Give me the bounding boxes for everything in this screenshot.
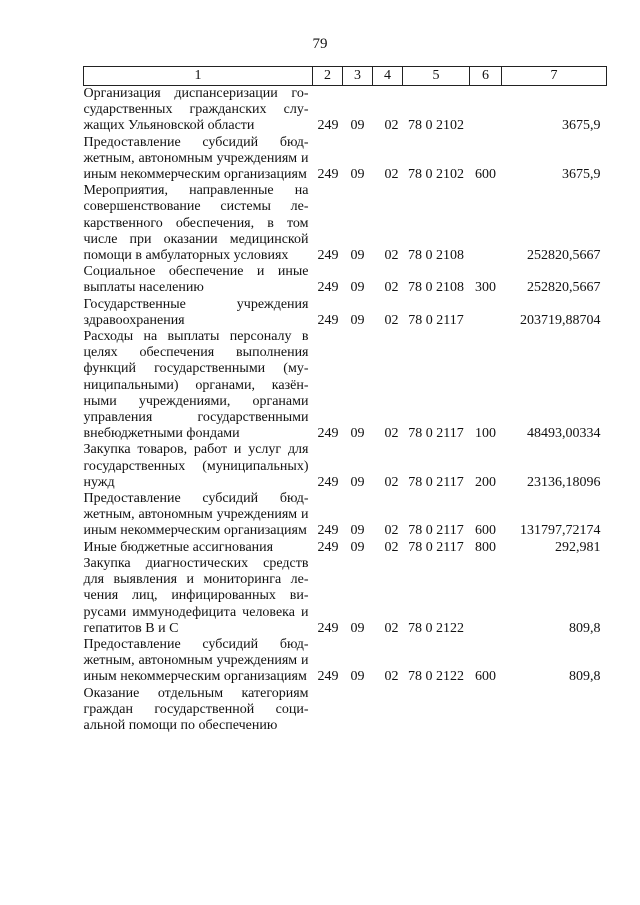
cell-c7: 3675,9 (562, 118, 601, 134)
cell-c2: 249 (317, 118, 339, 134)
cell-c2: 249 (317, 539, 339, 555)
cell-c5: 78 0 2108 (408, 248, 464, 264)
cell-desc: Закупка диагностических средств для выявления и мониторинга лечения лиц, инфицированных вирусами иммунодефицита человека и гепатитов В и С (83, 555, 309, 636)
cell-c3: 09 (350, 426, 365, 442)
col-header-4: 4 (373, 67, 403, 86)
cell-desc: Закупка товаров, работ и услуг для государственных (муниципальных) нужд (83, 442, 309, 490)
cell-c4: 02 (384, 167, 399, 183)
cell-c5: 78 0 2117 (408, 539, 464, 555)
cell-c5: 78 0 2122 (408, 669, 464, 685)
cell-c2: 249 (317, 620, 339, 636)
cell-c4: 02 (384, 669, 399, 685)
col-header-5: 5 (403, 67, 470, 86)
table-row (84, 86, 607, 135)
table-header-row (84, 67, 607, 86)
cell-c7: 252820,5667 (527, 248, 601, 264)
cell-c7: 292,981 (555, 539, 601, 555)
cell-c2: 249 (317, 523, 339, 539)
table-row (84, 686, 607, 735)
col-header-1: 1 (84, 67, 313, 86)
cell-desc: Расходы на выплаты персоналу в целях обеспечения выполнения функций государственными (муниципальными) органами, казёнными учреждениями, органами управления государственными внебюджетными фондами (83, 329, 309, 442)
cell-c4: 02 (384, 426, 399, 442)
cell-desc: Предоставление субсидий бюджетным, автономным учреждениям и иным некоммерческим организациям (83, 491, 309, 539)
cell-c3: 09 (350, 118, 365, 134)
cell-desc: Предоставление субсидий бюджетным, автономным учреждениям и иным некоммерческим организациям (83, 636, 309, 685)
cell-desc: Организация диспансеризации государственных гражданских служащих Ульяновской области (83, 86, 309, 134)
cell-c4: 02 (384, 280, 399, 296)
cell-c2: 249 (317, 669, 339, 685)
cell-c4: 02 (384, 312, 399, 328)
cell-c5 (403, 686, 470, 735)
cell-c5: 78 0 2117 (408, 426, 464, 442)
cell-c2 (313, 686, 343, 735)
cell-c6: 100 (475, 426, 496, 442)
cell-c2: 249 (317, 167, 339, 183)
cell-c4 (373, 686, 403, 735)
cell-c5: 78 0 2122 (408, 620, 464, 636)
cell-desc: Оказание отдельным категориям граждан государственной социальной помощи по обеспечению (83, 685, 309, 733)
cell-c4: 02 (384, 620, 399, 636)
cell-c3: 09 (350, 669, 365, 685)
cell-c6: 800 (475, 539, 496, 555)
cell-c4: 02 (384, 539, 399, 555)
table-row (84, 442, 607, 491)
cell-desc: Предоставление субсидий бюджетным, автономным учреждениям и иным некоммерческим организациям (83, 134, 309, 183)
col-header-7: 7 (502, 67, 607, 86)
cell-c6 (470, 556, 502, 637)
page-number: 79 (312, 36, 328, 52)
cell-c6 (470, 686, 502, 735)
cell-c7 (502, 686, 607, 735)
cell-c7: 809,8 (569, 620, 601, 636)
table-row (84, 556, 607, 637)
cell-c2: 249 (317, 474, 339, 490)
cell-c3: 09 (350, 248, 365, 264)
cell-c3: 09 (350, 167, 365, 183)
cell-c6: 600 (475, 669, 496, 685)
cell-c6: 200 (475, 474, 496, 490)
table-row (84, 329, 607, 442)
cell-c7: 203719,88704 (520, 312, 601, 328)
table-row (84, 264, 607, 296)
cell-c3: 09 (350, 539, 365, 555)
cell-c6: 600 (475, 167, 496, 183)
cell-c5: 78 0 2102 (408, 118, 464, 134)
cell-c7: 3675,9 (562, 167, 601, 183)
table-row (84, 183, 607, 264)
cell-desc: Социальное обеспечение и иные выплаты населению (83, 264, 309, 296)
cell-c6 (470, 183, 502, 264)
cell-c2: 249 (317, 248, 339, 264)
cell-c3: 09 (350, 280, 365, 296)
cell-c3: 09 (350, 474, 365, 490)
cell-c6: 600 (475, 523, 496, 539)
table-row (84, 491, 607, 540)
table-row (84, 540, 607, 556)
cell-desc: Государственные учреждения здравоохранения (83, 296, 309, 328)
col-header-2: 2 (313, 67, 343, 86)
cell-c6 (470, 86, 502, 135)
table-row (84, 297, 607, 329)
cell-c7: 48493,00334 (527, 426, 601, 442)
cell-c7: 809,8 (569, 669, 601, 685)
cell-c2: 249 (317, 280, 339, 296)
cell-c4: 02 (384, 523, 399, 539)
cell-c5: 78 0 2117 (408, 312, 464, 328)
cell-c3: 09 (350, 523, 365, 539)
cell-c3 (343, 686, 373, 735)
cell-c6: 300 (475, 280, 496, 296)
cell-c2: 249 (317, 312, 339, 328)
cell-c3: 09 (350, 620, 365, 636)
cell-c3: 09 (350, 312, 365, 328)
cell-c2: 249 (317, 426, 339, 442)
col-header-3: 3 (343, 67, 373, 86)
cell-c6 (470, 297, 502, 329)
cell-desc: Мероприятия, направленные на совершенствование системы лекарственного обеспечения, в том числе при оказании медицинской помощи в амбулаторных условиях (83, 183, 309, 264)
cell-c7: 131797,72174 (520, 523, 601, 539)
cell-desc: Иные бюджетные ассигнования (83, 539, 274, 555)
budget-table (83, 66, 607, 734)
cell-c5: 78 0 2102 (408, 167, 464, 183)
table-row (84, 135, 607, 184)
cell-c4: 02 (384, 118, 399, 134)
cell-c5: 78 0 2108 (408, 280, 464, 296)
col-header-6: 6 (470, 67, 502, 86)
cell-c5: 78 0 2117 (408, 523, 464, 539)
cell-c7: 23136,18096 (527, 474, 601, 490)
cell-c4: 02 (384, 474, 399, 490)
cell-c5: 78 0 2117 (408, 474, 464, 490)
cell-c4: 02 (384, 248, 399, 264)
table-row (84, 637, 607, 686)
cell-c7: 252820,5667 (527, 280, 601, 296)
